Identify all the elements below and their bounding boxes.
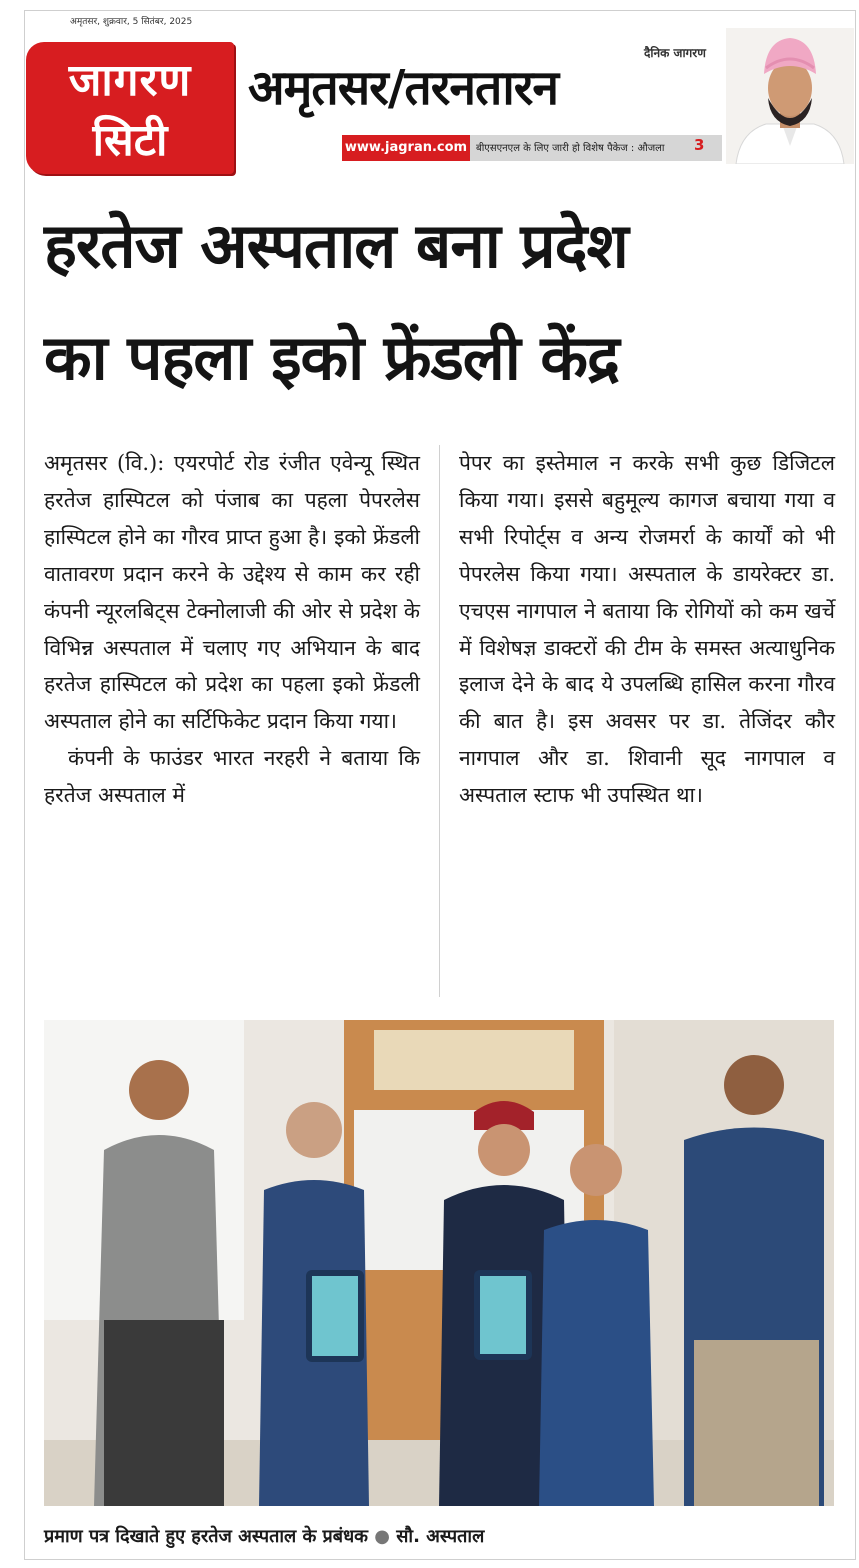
article-column-left	[44, 445, 420, 814]
news-photo	[44, 1020, 834, 1506]
headline	[44, 190, 834, 414]
right-paragraph-1: पेपर का इस्तेमाल न करके सभी कुछ डिजिटल किया गया। इससे बहुमूल्य कागज बचाया गया व सभी रिपोर्ट्स व अन्य रोजमर्रा के कार्यों को भी पेपरलेस किया गया। अस्पताल के डायरेक्टर डा. एचएस नागपाल ने बताया कि रोगियों को कम खर्चे में विशेषज्ञ डाक्टरों की टीम के समस्त अत्याधुनिक इलाज देने के बाद ये उपलब्धि हासिल करना गौरव की बात है। इस अवसर पर डा. तेजिंदर कौर नागपाल और डा. शिवानी सूद नागपाल व अस्पताल स्टाफ भी उपस्थित था।	[459, 451, 835, 808]
left-paragraph-2: कंपनी के फाउंडर भारत नरहरी ने बताया कि हरतेज अस्पताल में	[44, 746, 420, 808]
headline-line-1: हरतेज अस्पताल बना प्रदेश	[44, 209, 628, 282]
brand-name: दैनिक जागरण	[644, 46, 706, 60]
photo-caption	[44, 1524, 484, 1548]
jagran-city-logo	[26, 42, 234, 174]
logo-bottom-text: सिटी	[92, 115, 168, 166]
masthead	[26, 14, 854, 164]
caption-text: प्रमाण पत्र दिखाते हुए हरतेज अस्पताल के प्रबंधक	[44, 1526, 368, 1547]
website-url: www.jagran.com	[342, 135, 470, 161]
caption-credit: सौ. अस्पताल	[396, 1526, 485, 1547]
caption-bullet: ●	[374, 1526, 397, 1547]
strip-headline: बीएसएनएल के लिए जारी हो विशेष पैकेज : औजला	[476, 143, 665, 154]
city-title: अमृतसर/तरनतारन	[248, 60, 559, 116]
article-column-right	[459, 445, 835, 814]
headline-line-2: का पहला इको फ्रेंडली केंद्र	[44, 321, 619, 394]
column-divider	[439, 445, 440, 997]
dateline: अमृतसर, शुक्रवार, 5 सितंबर, 2025	[70, 17, 193, 27]
logo-top-text: जागरण	[68, 55, 192, 106]
page-number: 3	[694, 136, 705, 154]
header-portrait-photo	[726, 28, 854, 164]
left-paragraph-1: अमृतसर (वि.): एयरपोर्ट रोड रंजीत एवेन्यू स्थित हरतेज हास्पिटल को पंजाब का पहला पेपरलेस हास्पिटल होने का गौरव प्राप्त हुआ है। इको फ्रेंडली वातावरण प्रदान करने के उद्देश्य से काम कर रही कंपनी न्यूरलबिट्स टेक्नोलाजी की ओर से प्रदेश के विभिन्न अस्पताल में चलाए गए अभियान के बाद हरतेज हास्पिटल को प्रदेश का पहला इको फ्रेंडली अस्पताल होने का सर्टिफिकेट प्रदान किया गया।	[44, 451, 420, 734]
